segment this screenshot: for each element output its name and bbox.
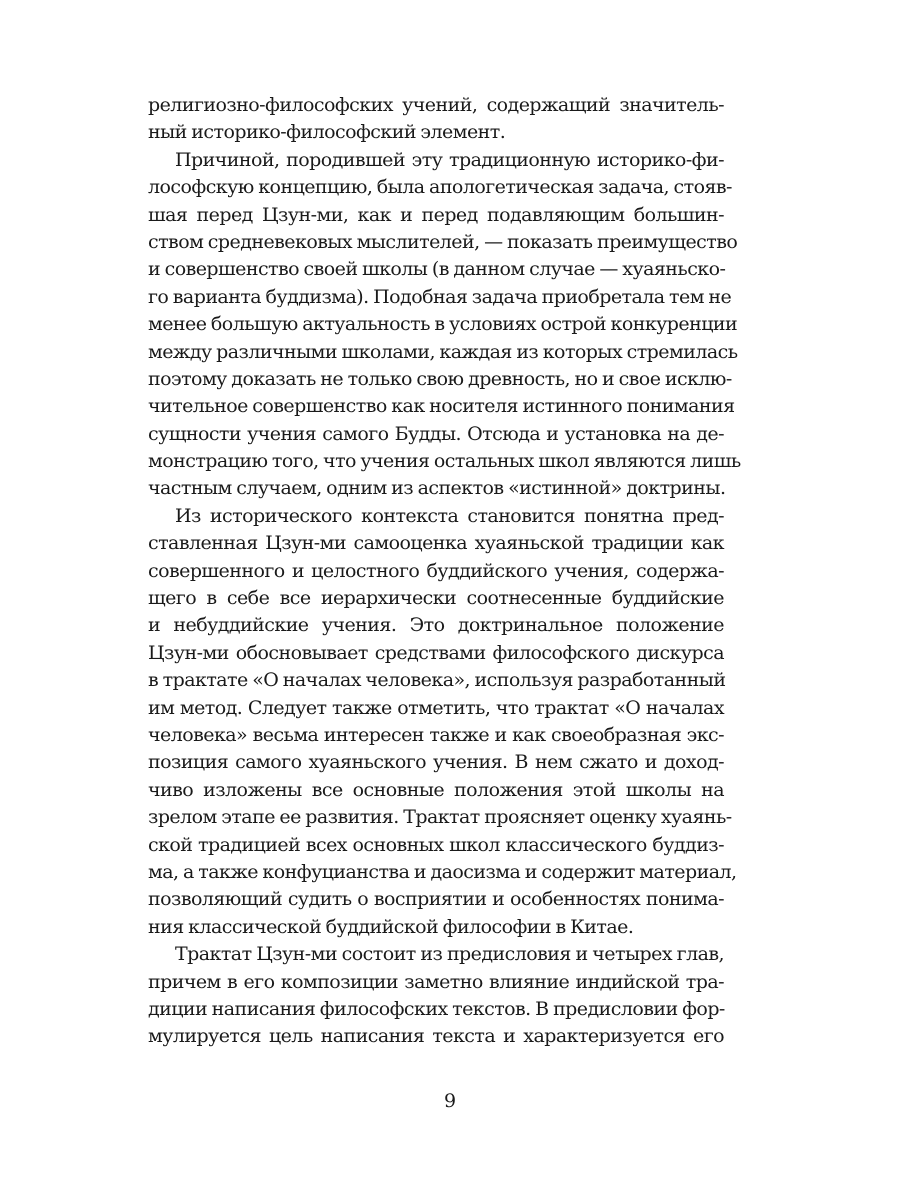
text-line: в трактате «О началах человека», используя разработанный bbox=[148, 669, 726, 692]
text-line: и совершенство своей школы (в данном случае — хуаяньско- bbox=[148, 258, 726, 281]
text-line: ма, а также конфуцианства и даосизма и содержит материал, bbox=[148, 860, 737, 883]
text-line: Причиной, породившей эту традиционную историко-фи- bbox=[175, 148, 724, 171]
text-line: человека» весьма интересен также и как своеобразная экс- bbox=[148, 723, 724, 746]
text-line: совершенного и целостного буддийского учения, содержа- bbox=[148, 559, 724, 582]
text-line: между различными школами, каждая из которых стремилась bbox=[148, 340, 738, 363]
text-line: причем в его композиции заметно влияние индийской тра- bbox=[148, 970, 724, 993]
text-line: го варианта буддизма). Подобная задача приобретала тем не bbox=[148, 285, 732, 308]
text-line: ния классической буддийской философии в Китае. bbox=[148, 915, 634, 938]
text-line: частным случаем, одним из аспектов «истинной» доктрины. bbox=[148, 477, 726, 500]
text-line: им метод. Следует также отметить, что трактат «О началах bbox=[148, 696, 724, 719]
text-line: ный историко-философский элемент. bbox=[148, 121, 506, 144]
text-line: шая перед Цзун-ми, как и перед подавляющим большин- bbox=[148, 203, 724, 226]
text-line: ством средневековых мыслителей, — показать преимущество bbox=[148, 230, 738, 253]
text-line: менее большую актуальность в условиях острой конкуренции bbox=[148, 313, 738, 336]
text-line: зрелом этапе ее развития. Трактат проясняет оценку хуаянь- bbox=[148, 806, 732, 829]
text-line: сущности учения самого Будды. Отсюда и установка на де- bbox=[148, 422, 724, 445]
text-line: лософскую концепцию, была апологетическая задача, стояв- bbox=[148, 176, 732, 199]
text-line: диции написания философских текстов. В предисловии фор- bbox=[148, 997, 725, 1020]
text-line: поэтому доказать не только свою древность, но и свое исклю- bbox=[148, 367, 732, 390]
text-line: позволяющий судить о восприятии и особенностях понима- bbox=[148, 888, 724, 911]
text-line: Из исторического контекста становится понятна пред- bbox=[175, 504, 724, 527]
text-line: ской традицией всех основных школ классического буддиз- bbox=[148, 833, 724, 856]
text-line: щего в себе все иерархически соотнесенные буддийские bbox=[148, 587, 724, 610]
page-number: 9 bbox=[443, 1090, 457, 1112]
text-line: позиция самого хуаяньского учения. В нем сжато и доход- bbox=[148, 751, 724, 774]
text-line: религиозно-философских учений, содержащий значитель- bbox=[148, 94, 724, 116]
text-line: чительное совершенство как носителя истинного понимания bbox=[148, 395, 735, 418]
text-line: ставленная Цзун-ми самооценка хуаяньской традиции как bbox=[148, 532, 724, 555]
text-line: монстрацию того, что учения остальных школ являются лишь bbox=[148, 450, 741, 473]
text-line: чиво изложены все основные положения этой школы на bbox=[148, 778, 724, 801]
text-line: Цзун-ми обосновывает средствами философского дискурса bbox=[148, 641, 724, 664]
text-line: и небуддийские учения. Это доктринальное положение bbox=[148, 614, 724, 637]
body-text bbox=[148, 92, 741, 1051]
text-line: мулируется цель написания текста и характеризуется его bbox=[148, 1025, 724, 1048]
text-line: Трактат Цзун-ми состоит из предисловия и четырех глав, bbox=[175, 943, 724, 966]
